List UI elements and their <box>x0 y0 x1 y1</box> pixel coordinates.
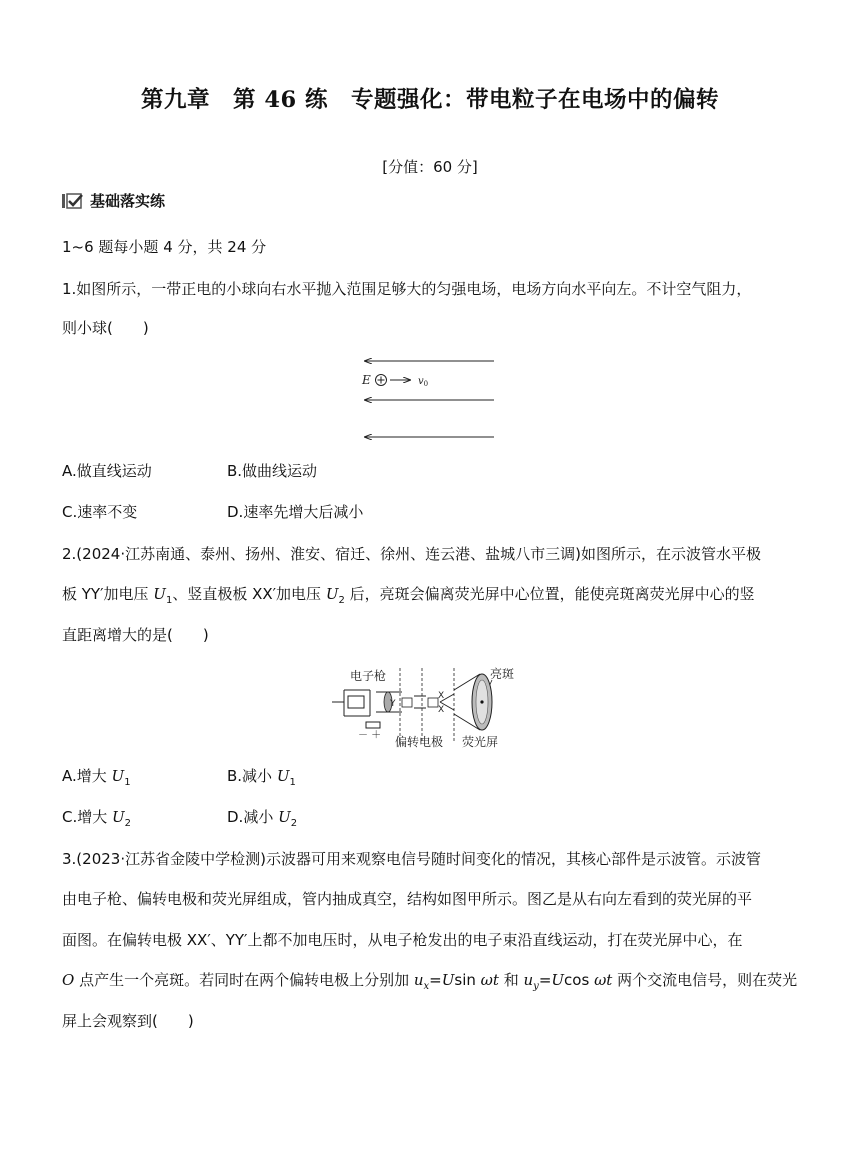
q1-option-b: B.做曲线运动 <box>227 462 318 480</box>
svg-text:X: X <box>438 705 445 715</box>
q2-text-line2: 板 YY′加电压 $U_1$、竖直极板 XX′加电压 $U_2$ 后，亮斑会偏离荧光屏中心位置，能使亮斑离荧光屏中心的竖 <box>62 585 755 606</box>
q2-option-c: C.增大 $U_2$ <box>62 808 132 829</box>
label-bright-spot: 亮斑 <box>490 667 515 681</box>
q3-text-line3: 面图。在偏转电极 XX′、YY′上都不加电压时，从电子枪发出的电子束沿直线运动，打在荧光屏中心，在 <box>62 931 743 949</box>
checklist-icon <box>62 193 84 209</box>
q1-text-line2: 则小球( ) <box>62 319 149 337</box>
q3-text-line1: 3.(2023·江苏省金陵中学检测)示波器可用来观察电信号随时间变化的情况，其核心部件是示波管。示波管 <box>62 850 761 868</box>
q1-option-a: A.做直线运动 <box>62 462 152 480</box>
label-minus-plus: － ＋ <box>358 730 382 741</box>
label-X: X <box>438 691 445 701</box>
q2-option-b: B.减小 $U_1$ <box>227 767 296 788</box>
velocity-label: $v_0$ <box>418 376 429 388</box>
q2-option-a: A.增大 $U_1$ <box>62 767 131 788</box>
q1-text-line1: 1.如图所示，一带正电的小球向右水平抛入范围足够大的匀强电场，电场方向水平向左。不计空气阻力， <box>62 280 752 298</box>
label-electron-gun: 电子枪 <box>350 669 387 683</box>
label-Y: Y <box>390 699 396 709</box>
q3-text-line4: O 点产生一个亮斑。若同时在两个偏转电极上分别加 $u_x=Usin$ ωt 和 $u_y=Ucos$ ωt 两个交流电信号，则在荧光 <box>62 971 798 992</box>
q1-figure <box>355 350 505 445</box>
score-note: [分值：60 分] <box>382 158 478 176</box>
page-title: 第九章 第 46 练 专题强化：带电粒子在电场中的偏转 <box>141 87 719 113</box>
q2-figure-oscilloscope-tube <box>330 660 530 752</box>
q2-text-line1: 2.(2024·江苏南通、泰州、扬州、淮安、宿迁、徐州、连云港、盐城八市三调)如图所示，在示波管水平极 <box>62 545 761 563</box>
q2-option-d: D.减小 $U_2$ <box>227 808 298 829</box>
q3-text-line5: 屏上会观察到( ) <box>62 1012 194 1030</box>
section-title: 基础落实练 <box>90 192 166 210</box>
section-heading <box>62 190 165 211</box>
label-deflection-plates: 偏转电极 <box>395 735 444 749</box>
q1-option-d: D.速率先增大后减小 <box>227 503 364 521</box>
instructions: 1~6 题每小题 4 分，共 24 分 <box>62 238 267 256</box>
q1-option-c: C.速率不变 <box>62 503 138 521</box>
label-screen: 荧光屏 <box>462 735 499 749</box>
q3-text-line2: 由电子枪、偏转电极和荧光屏组成，管内抽成真空，结构如图甲所示。图乙是从右向左看到的荧光屏的平 <box>62 890 753 908</box>
q2-text-line3: 直距离增大的是( ) <box>62 626 209 644</box>
field-label-E: E <box>362 373 371 387</box>
